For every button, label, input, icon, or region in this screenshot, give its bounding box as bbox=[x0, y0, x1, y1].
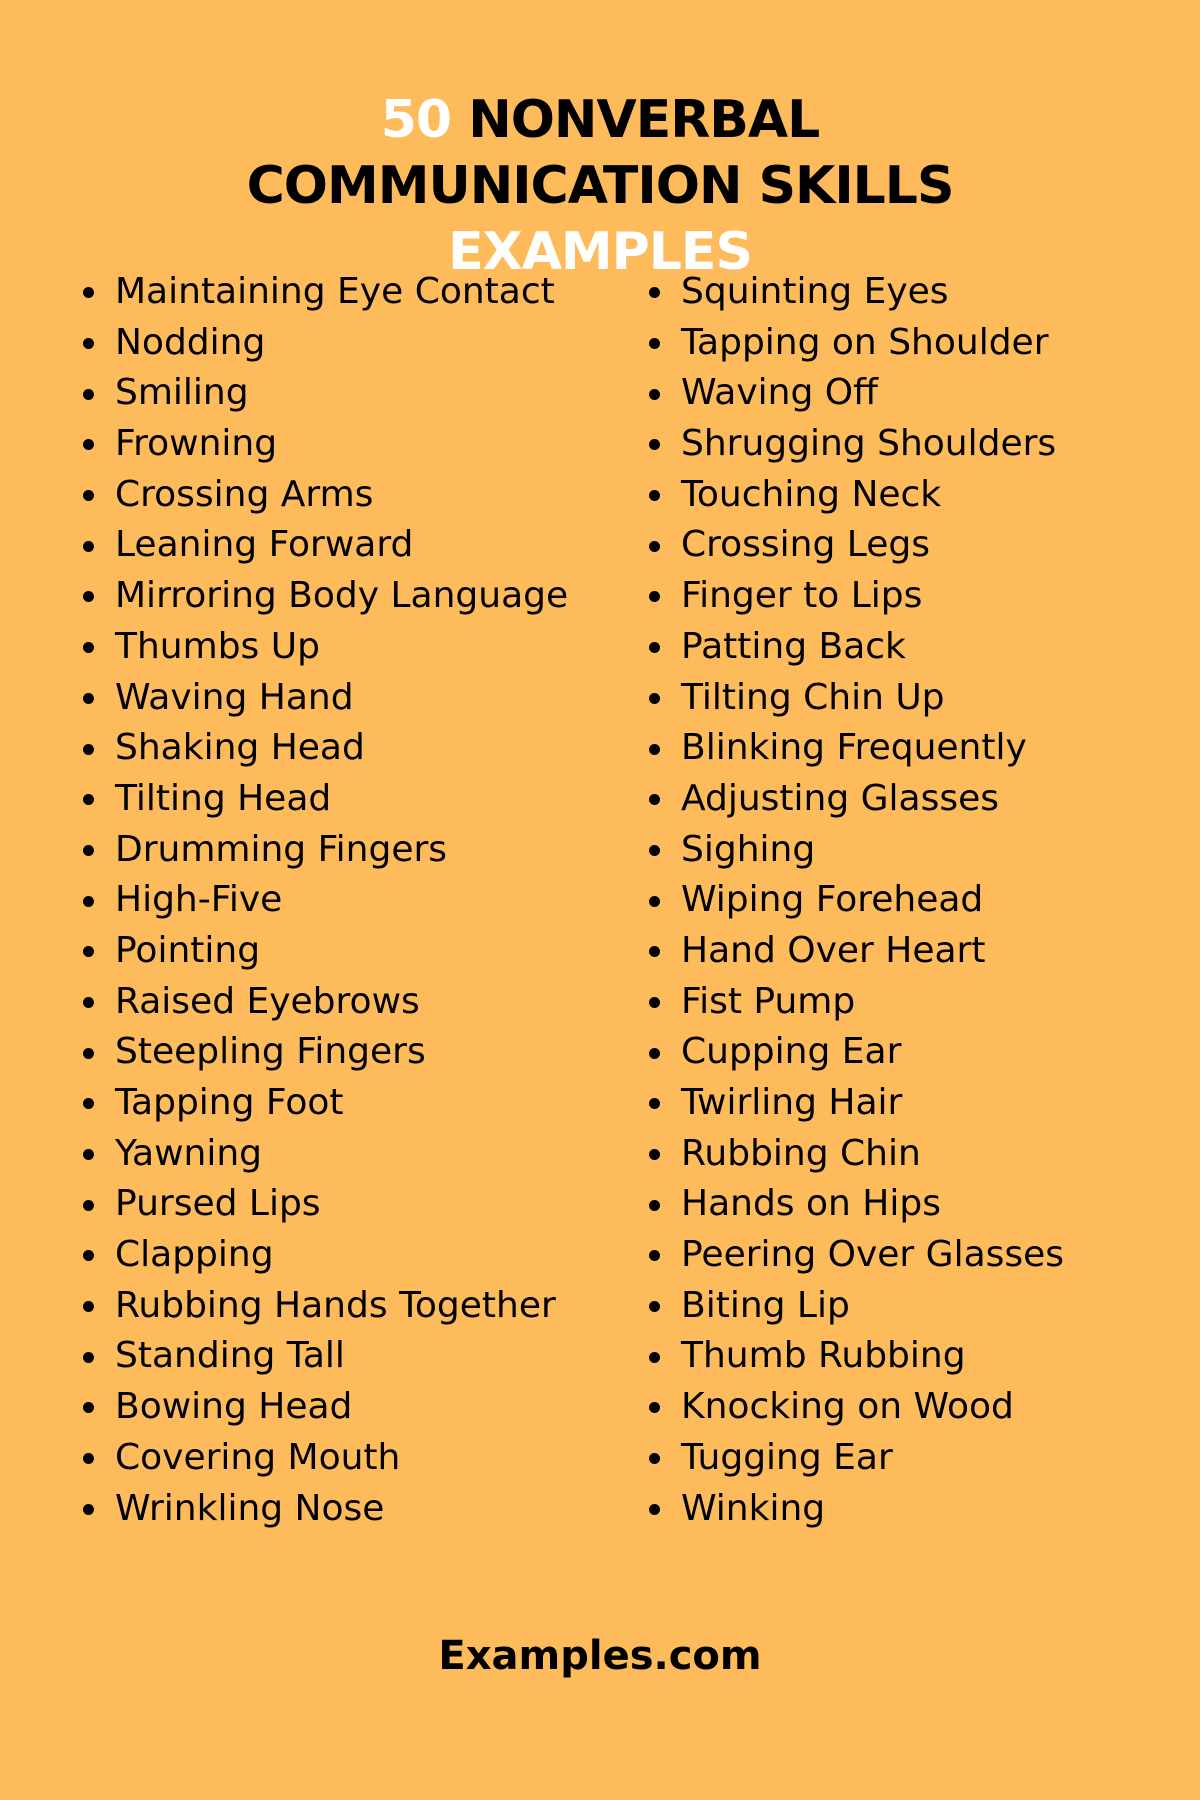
list-item-label: Shrugging Shoulders bbox=[681, 423, 1057, 465]
list-item-label: Clapping bbox=[115, 1234, 274, 1276]
list-item bbox=[80, 1129, 640, 1180]
bullet-icon bbox=[83, 490, 94, 501]
bullet-icon bbox=[649, 1402, 660, 1413]
list-item-label: Steepling Fingers bbox=[115, 1031, 426, 1073]
list-item bbox=[646, 571, 1176, 622]
list-item bbox=[80, 1484, 640, 1535]
bullet-icon bbox=[83, 541, 94, 552]
bullet-icon bbox=[83, 591, 94, 602]
list-item-label: Sighing bbox=[681, 828, 816, 870]
bullet-icon bbox=[83, 287, 94, 298]
list-item bbox=[80, 926, 640, 977]
list-item bbox=[646, 318, 1176, 369]
list-item bbox=[80, 875, 640, 926]
list-item bbox=[80, 419, 640, 470]
list-item bbox=[646, 1230, 1176, 1281]
list-item bbox=[80, 1027, 640, 1078]
list-item-label: Peering Over Glasses bbox=[681, 1234, 1065, 1276]
list-item-label: Tilting Head bbox=[115, 777, 332, 819]
title-line-2: COMMUNICATION SKILLS bbox=[246, 155, 954, 216]
list-item bbox=[646, 1129, 1176, 1180]
bullet-icon bbox=[83, 1352, 94, 1363]
list-item-label: Raised Eyebrows bbox=[115, 980, 420, 1022]
list-item-label: Pursed Lips bbox=[115, 1183, 321, 1225]
bullet-icon bbox=[649, 794, 660, 805]
bullet-icon bbox=[649, 1301, 660, 1312]
list-item-label: High-Five bbox=[115, 879, 283, 921]
title-line-1 bbox=[0, 87, 1200, 153]
list-item-label: Tilting Chin Up bbox=[681, 676, 945, 718]
list-item-label: Fist Pump bbox=[681, 980, 856, 1022]
bullet-icon bbox=[83, 642, 94, 653]
list-item-label: Drumming Fingers bbox=[115, 828, 448, 870]
bullet-icon bbox=[649, 287, 660, 298]
list-item-label: Biting Lip bbox=[681, 1284, 850, 1326]
list-item-label: Twirling Hair bbox=[681, 1082, 903, 1123]
list-item bbox=[80, 1382, 640, 1433]
bullet-icon bbox=[83, 1149, 94, 1160]
list-item bbox=[646, 774, 1176, 825]
list-item bbox=[80, 825, 640, 876]
bullet-icon bbox=[83, 1453, 94, 1464]
list-item bbox=[80, 520, 640, 571]
list-item bbox=[646, 520, 1176, 571]
list-item bbox=[80, 1281, 640, 1332]
bullet-icon bbox=[649, 1200, 660, 1211]
bullet-icon bbox=[649, 1453, 660, 1464]
bullet-icon bbox=[649, 1504, 660, 1515]
list-item-label: Bowing Head bbox=[115, 1386, 353, 1428]
list-item bbox=[646, 267, 1176, 318]
list-item bbox=[80, 267, 640, 318]
list-item bbox=[646, 1433, 1176, 1484]
bullet-icon bbox=[649, 389, 660, 400]
list-item-label: Shaking Head bbox=[115, 727, 365, 769]
bullet-icon bbox=[649, 1098, 660, 1109]
list-item bbox=[646, 875, 1176, 926]
list-item bbox=[646, 1027, 1176, 1078]
list-item bbox=[646, 926, 1176, 977]
list-item bbox=[646, 419, 1176, 470]
list-item bbox=[80, 622, 640, 673]
bullet-icon bbox=[83, 439, 94, 450]
list-item bbox=[646, 1382, 1176, 1433]
list-item-label: Waving Off bbox=[681, 372, 878, 414]
bullet-icon bbox=[83, 794, 94, 805]
bullet-icon bbox=[649, 946, 660, 957]
bullet-icon bbox=[649, 693, 660, 704]
list-item-label: Crossing Legs bbox=[681, 524, 930, 566]
list-item bbox=[80, 723, 640, 774]
list-item bbox=[80, 368, 640, 419]
bullet-icon bbox=[649, 490, 660, 501]
bullet-icon bbox=[83, 744, 94, 755]
bullet-icon bbox=[83, 693, 94, 704]
list-item bbox=[646, 723, 1176, 774]
list-item bbox=[646, 1179, 1176, 1230]
list-item bbox=[646, 470, 1176, 521]
list-item-label: Thumbs Up bbox=[115, 625, 320, 667]
bullet-icon bbox=[83, 1504, 94, 1515]
list-item-label: Rubbing Chin bbox=[681, 1132, 921, 1174]
list-item-label: Crossing Arms bbox=[115, 473, 374, 515]
list-item-label: Hand Over Heart bbox=[681, 929, 986, 971]
title-line-1-text: NONVERBAL bbox=[468, 89, 820, 150]
bullet-icon bbox=[83, 1402, 94, 1413]
list-item bbox=[646, 1281, 1176, 1332]
list-item-label: Knocking on Wood bbox=[681, 1386, 1014, 1428]
bullet-icon bbox=[649, 1149, 660, 1160]
list-item-label: Tapping on Shoulder bbox=[681, 321, 1049, 363]
list-item-label: Standing Tall bbox=[115, 1335, 345, 1377]
list-item-label: Leaning Forward bbox=[115, 524, 414, 566]
list-item bbox=[80, 774, 640, 825]
bullet-icon bbox=[83, 1301, 94, 1312]
bullet-icon bbox=[649, 642, 660, 653]
list-item-label: Frowning bbox=[115, 423, 278, 465]
list-item-label: Rubbing Hands Together bbox=[115, 1284, 556, 1326]
list-item bbox=[646, 368, 1176, 419]
list-item-label: Finger to Lips bbox=[681, 575, 923, 617]
list-item bbox=[646, 1484, 1176, 1535]
list-item-label: Hands on Hips bbox=[681, 1183, 941, 1225]
list-item bbox=[646, 825, 1176, 876]
bullet-icon bbox=[83, 997, 94, 1008]
bullet-icon bbox=[83, 1098, 94, 1109]
bullet-icon bbox=[649, 541, 660, 552]
list-item bbox=[80, 1433, 640, 1484]
list-item-label: Pointing bbox=[115, 929, 261, 971]
bullet-icon bbox=[83, 338, 94, 349]
bullet-icon bbox=[83, 1200, 94, 1211]
list-item bbox=[80, 571, 640, 622]
bullet-icon bbox=[649, 1250, 660, 1261]
list-item-label: Thumb Rubbing bbox=[681, 1335, 966, 1377]
list-item-label: Tugging Ear bbox=[681, 1436, 893, 1478]
list-item-label: Wrinkling Nose bbox=[115, 1487, 385, 1529]
examples-list-left bbox=[80, 267, 640, 1534]
list-item-label: Nodding bbox=[115, 321, 266, 363]
list-item bbox=[80, 1230, 640, 1281]
list-item bbox=[646, 1078, 1176, 1129]
list-item-label: Adjusting Glasses bbox=[681, 777, 1000, 819]
list-item bbox=[646, 673, 1176, 724]
list-item-label: Touching Neck bbox=[681, 473, 942, 515]
bullet-icon bbox=[649, 1048, 660, 1059]
list-item-label: Yawning bbox=[115, 1132, 263, 1174]
bullet-icon bbox=[649, 338, 660, 349]
list-item bbox=[80, 318, 640, 369]
page-title bbox=[0, 87, 1200, 285]
list-item-label: Wiping Forehead bbox=[681, 879, 984, 921]
list-item bbox=[80, 1331, 640, 1382]
list-item-label: Waving Hand bbox=[115, 676, 354, 718]
list-item-label: Squinting Eyes bbox=[681, 271, 949, 312]
list-item-label: Cupping Ear bbox=[681, 1031, 902, 1073]
list-item bbox=[80, 1179, 640, 1230]
bullet-icon bbox=[649, 591, 660, 602]
bullet-icon bbox=[83, 1048, 94, 1059]
title-number: 50 bbox=[380, 89, 452, 150]
bullet-icon bbox=[649, 896, 660, 907]
bullet-icon bbox=[83, 946, 94, 957]
list-item-label: Maintaining Eye Contact bbox=[115, 271, 555, 312]
list-item-label: Covering Mouth bbox=[115, 1436, 401, 1478]
list-item-label: Smiling bbox=[115, 372, 249, 414]
list-item bbox=[80, 470, 640, 521]
list-item-label: Tapping Foot bbox=[115, 1082, 344, 1123]
examples-list-right bbox=[646, 267, 1176, 1534]
list-item bbox=[646, 1331, 1176, 1382]
list-item-label: Mirroring Body Language bbox=[115, 575, 569, 617]
bullet-icon bbox=[649, 439, 660, 450]
bullet-icon bbox=[83, 1250, 94, 1261]
footer-brand: Examples.com bbox=[438, 1633, 762, 1679]
title-line-3: EXAMPLES bbox=[448, 221, 752, 282]
list-item-label: Patting Back bbox=[681, 625, 906, 667]
bullet-icon bbox=[649, 845, 660, 856]
list-item bbox=[646, 622, 1176, 673]
list-item bbox=[80, 977, 640, 1028]
bullet-icon bbox=[83, 845, 94, 856]
bullet-icon bbox=[649, 744, 660, 755]
list-item bbox=[80, 673, 640, 724]
bullet-icon bbox=[649, 997, 660, 1008]
bullet-icon bbox=[83, 389, 94, 400]
list-item-label: Blinking Frequently bbox=[681, 727, 1027, 769]
list-item bbox=[646, 977, 1176, 1028]
list-item bbox=[80, 1078, 640, 1129]
bullet-icon bbox=[649, 1352, 660, 1363]
bullet-icon bbox=[83, 896, 94, 907]
list-item-label: Winking bbox=[681, 1487, 826, 1529]
